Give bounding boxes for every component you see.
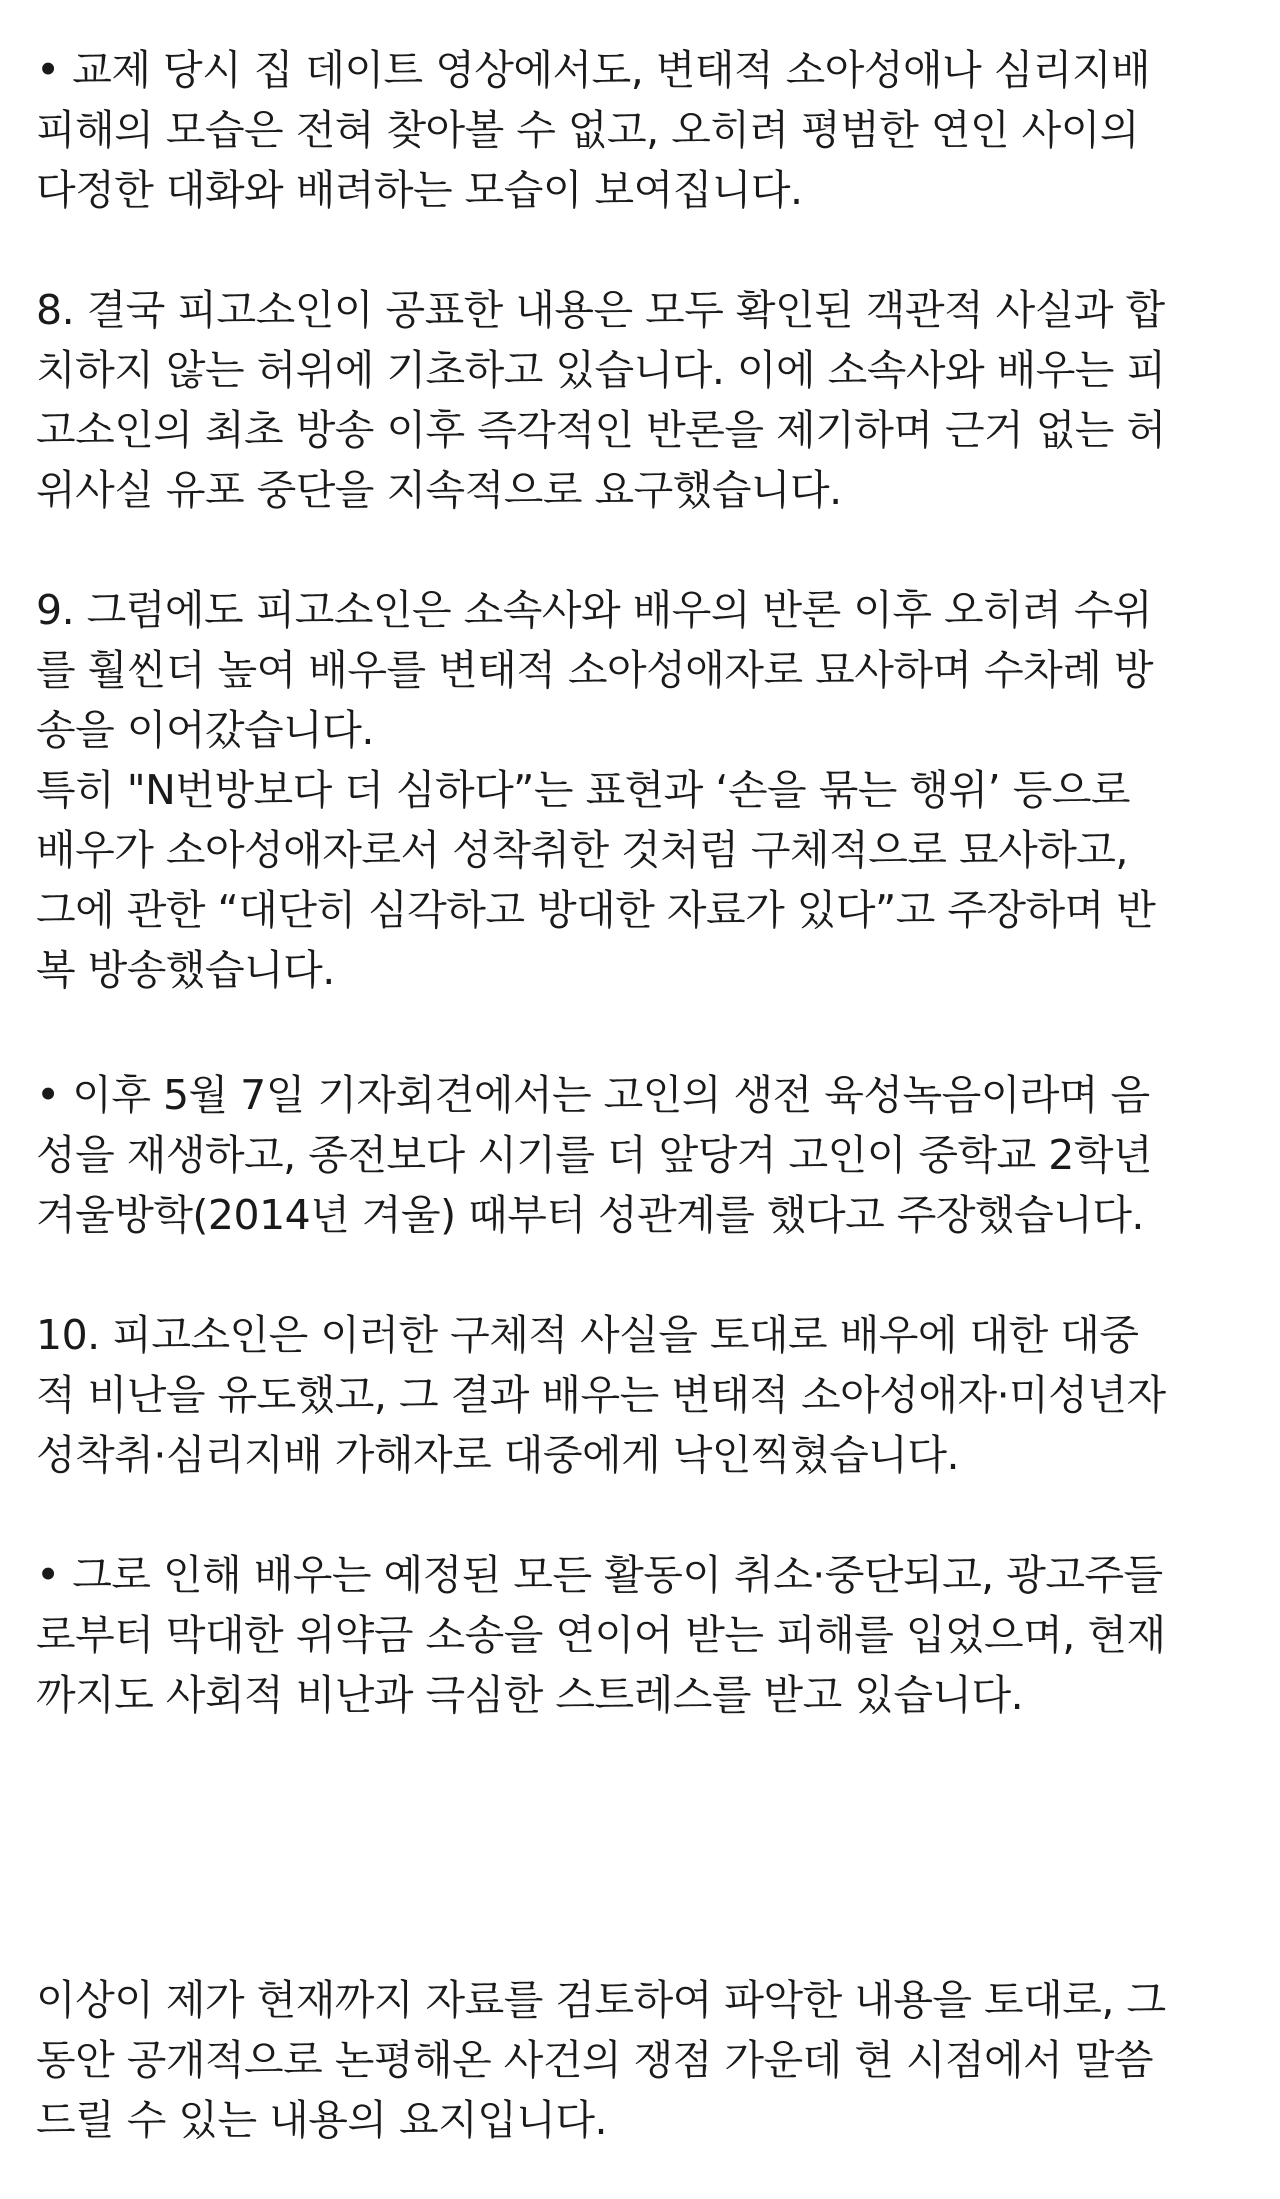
paragraph-4-line-2: 성착취·심리지배 가해자로 대중에게 낙인찍혔습니다. xyxy=(36,1431,959,1479)
paragraph-4-line-1: 적 비난을 유도했고, 그 결과 배우는 변태적 소아성애자·미성년자 xyxy=(36,1371,1166,1419)
paragraph-2-line-4: 배우가 소아성애자로서 성착취한 것처럼 구체적으로 묘사하고, xyxy=(36,826,1128,874)
paragraph-1-line-2: 고소인의 최초 방송 이후 즉각적인 반론을 제기하며 근거 없는 허 xyxy=(36,406,1166,454)
paragraph-2-line-1: 를 훨씬더 높여 배우를 변태적 소아성애자로 묘사하며 수차례 방 xyxy=(36,646,1154,694)
paragraph-3-line-1: 성을 재생하고, 종전보다 시기를 더 앞당겨 고인이 중학교 2학년 xyxy=(36,1131,1153,1179)
paragraph-4-line-0: 10. 피고소인은 이러한 구체적 사실을 토대로 배우에 대한 대중 xyxy=(36,1311,1139,1359)
paragraph-6-line-2: 드릴 수 있는 내용의 요지입니다. xyxy=(36,2096,608,2144)
paragraph-1-line-3: 위사실 유포 중단을 지속적으로 요구했습니다. xyxy=(36,466,842,514)
paragraph-3-line-0: • 이후 5월 7일 기자회견에서는 고인의 생전 육성녹음이라며 음 xyxy=(36,1071,1150,1119)
paragraph-2-line-3: 특히 "N번방보다 더 심하다”는 표현과 ‘손을 묶는 행위’ 등으로 xyxy=(36,766,1131,814)
paragraph-2-line-6: 복 방송했습니다. xyxy=(36,946,335,994)
paragraph-2-line-5: 그에 관한 “대단히 심각하고 방대한 자료가 있다”고 주장하며 반 xyxy=(36,886,1156,934)
paragraph-1-line-0: 8. 결국 피고소인이 공표한 내용은 모두 확인된 객관적 사실과 합 xyxy=(36,286,1165,334)
paragraph-2-line-2: 송을 이어갔습니다. xyxy=(36,706,374,754)
paragraph-3-line-2: 겨울방학(2014년 겨울) 때부터 성관계를 했다고 주장했습니다. xyxy=(36,1191,1144,1239)
paragraph-0-line-2: 다정한 대화와 배려하는 모습이 보여집니다. xyxy=(36,166,803,214)
paragraph-0-line-0: • 교제 당시 집 데이트 영상에서도, 변태적 소아성애나 심리지배 xyxy=(36,46,1151,94)
paragraph-0-line-1: 피해의 모습은 전혀 찾아볼 수 없고, 오히려 평범한 연인 사이의 xyxy=(36,106,1139,154)
paragraph-2-line-0: 9. 그럼에도 피고소인은 소속사와 배우의 반론 이후 오히려 수위 xyxy=(36,586,1153,634)
paragraph-5-line-1: 로부터 막대한 위약금 소송을 연이어 받는 피해를 입었으며, 현재 xyxy=(36,1611,1166,1659)
paragraph-6-line-0: 이상이 제가 현재까지 자료를 검토하여 파악한 내용을 토대로, 그 xyxy=(36,1976,1166,2024)
paragraph-1-line-1: 치하지 않는 허위에 기초하고 있습니다. 이에 소속사와 배우는 피 xyxy=(36,346,1166,394)
paragraph-5-line-0: • 그로 인해 배우는 예정된 모든 활동이 취소·중단되고, 광고주들 xyxy=(36,1551,1163,1599)
paragraph-5-line-2: 까지도 사회적 비난과 극심한 스트레스를 받고 있습니다. xyxy=(36,1671,1024,1719)
paragraph-6-line-1: 동안 공개적으로 논평해온 사건의 쟁점 가운데 현 시점에서 말씀 xyxy=(36,2036,1154,2084)
